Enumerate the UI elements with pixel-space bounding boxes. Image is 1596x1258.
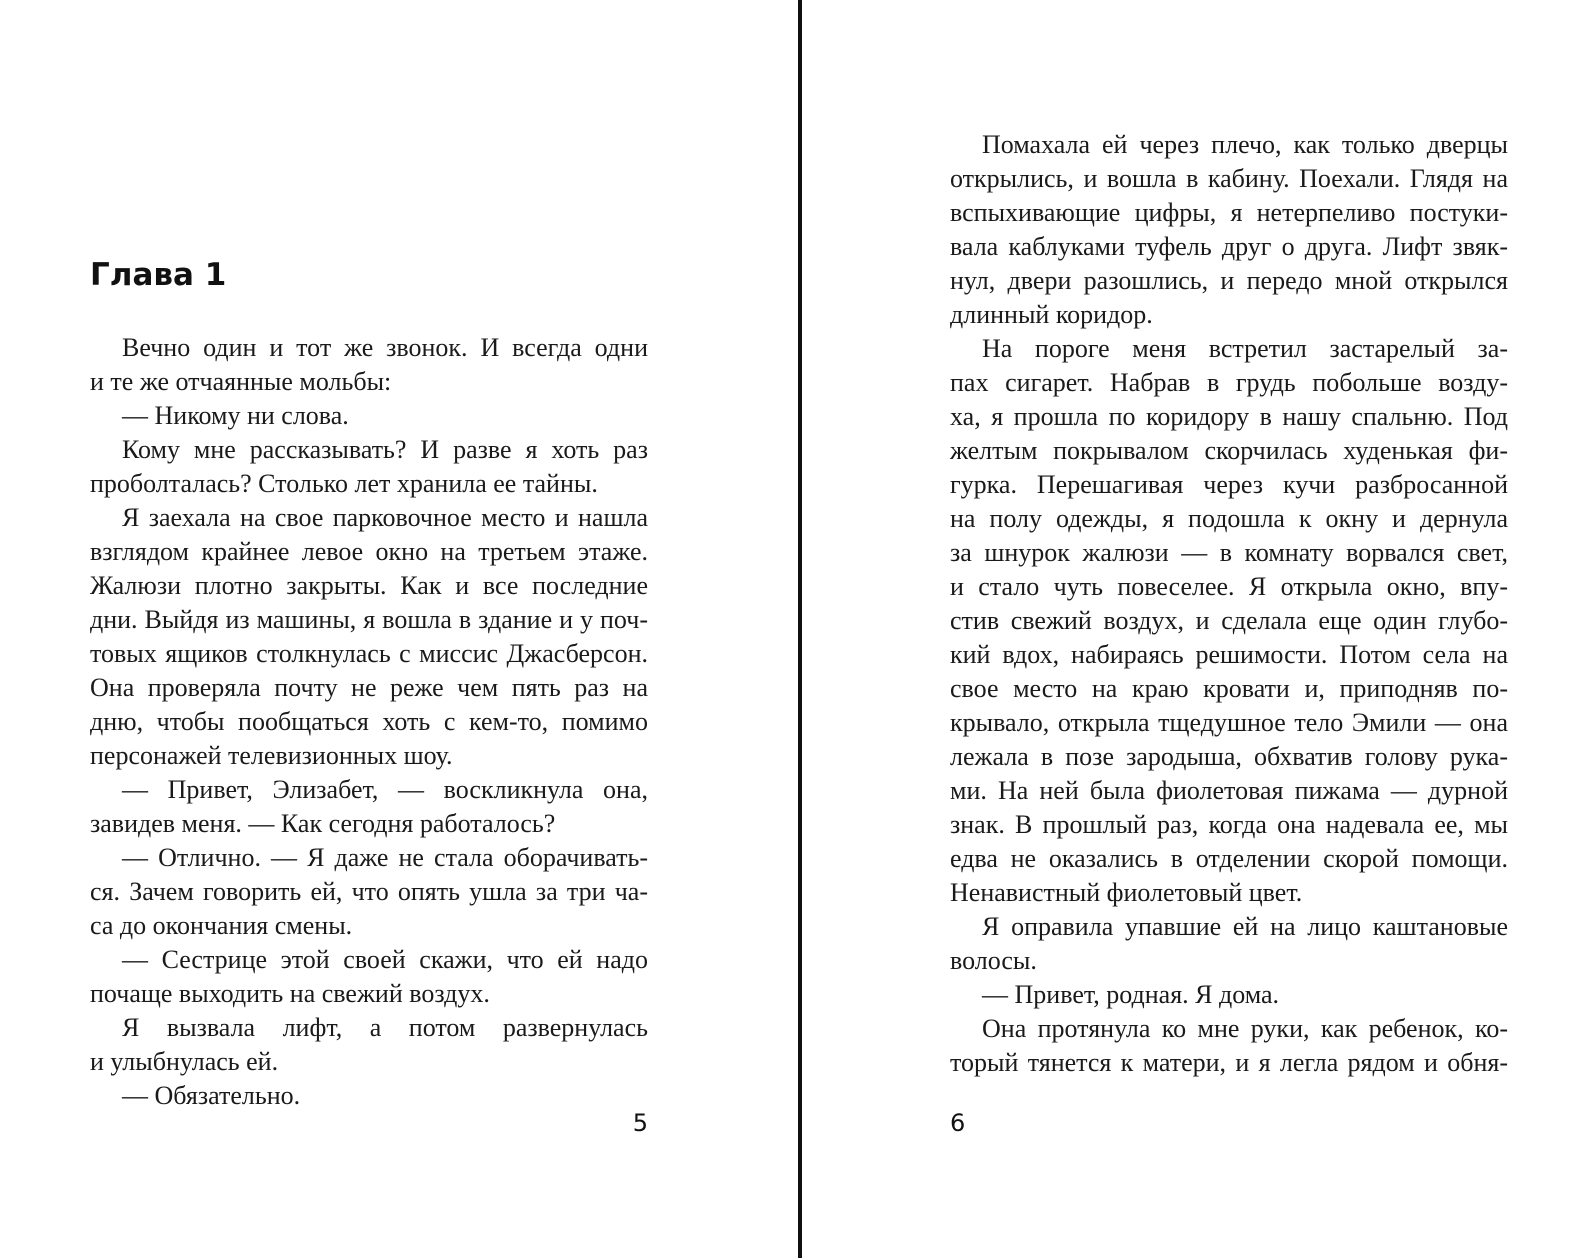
left-page (90, 0, 648, 1258)
text-line: длинный коридор. (950, 300, 1153, 329)
text-line: почаще выходить на свежий воздух. (90, 979, 490, 1008)
text-line: Она проверяла почту не реже чем пять раз на (90, 673, 648, 702)
text-line: и стало чуть повеселее. Я открыла окно, впу- (950, 572, 1508, 601)
text-line: вспыхивающие цифры, я нетерпеливо постуки- (950, 198, 1508, 227)
page-number-right: 6 (950, 1109, 966, 1137)
text-line: Я оправила упавшие ей на лицо каштановые (982, 912, 1508, 941)
text-line: и те же отчаянные мольбы: (90, 367, 392, 396)
text-line: волосы. (950, 946, 1037, 975)
text-line: — Привет, родная. Я дома. (982, 980, 1280, 1009)
text-line: дни. Выйдя из машины, я вошла в здание и у поч- (90, 605, 648, 634)
text-line: торый тянется к матери, и я легла рядом и обня- (950, 1048, 1508, 1077)
text-line: Ненавистный фиолетовый цвет. (950, 878, 1303, 907)
text-line: дню, чтобы пообщаться хоть с кем-то, помимо (90, 707, 648, 736)
text-line: желтым покрывалом скорчилась худенькая фи- (950, 436, 1508, 465)
text-line: завидев меня. — Как сегодня работалось? (90, 809, 556, 838)
text-line: свое место на краю кровати и, приподняв по- (950, 674, 1508, 703)
text-line: са до окончания смены. (90, 911, 353, 940)
text-line: ми. На ней была фиолетовая пижама — дурной (950, 776, 1508, 805)
text-line: стив свежий воздух, и сделала еще один глубо- (950, 606, 1508, 635)
text-line: — Отлично. — Я даже не стала оборачивать- (122, 843, 648, 872)
text-line: Она протянула ко мне руки, как ребенок, ко- (982, 1014, 1508, 1043)
page-number-left: 5 (632, 1109, 648, 1137)
text-line: открылись, и вошла в кабину. Поехали. Глядя на (950, 164, 1508, 193)
text-line: товых ящиков столкнулась с миссис Джасберсон. (90, 639, 648, 668)
text-line: лежала в позе зародыша, обхватив голову рука- (950, 742, 1508, 771)
text-line: — Обязательно. (122, 1081, 301, 1110)
text-line: взглядом крайнее левое окно на третьем этаже. (90, 537, 648, 566)
text-line: ся. Зачем говорить ей, что опять ушла за три ча- (90, 877, 648, 906)
text-line: за шнурок жалюзи — в комнату ворвался свет, (950, 538, 1508, 567)
text-line: — Сестрице этой своей скажи, что ей надо (122, 945, 648, 974)
text-line: персонажей телевизионных шоу. (90, 741, 453, 770)
text-line: и улыбнулась ей. (90, 1047, 279, 1076)
text-line: Я заехала на свое парковочное место и нашла (122, 503, 648, 532)
right-page-text (950, 128, 1508, 1080)
text-line: пах сигарет. Набрав в грудь побольше возду- (950, 368, 1508, 397)
text-line: ха, я прошла по коридору в нашу спальню. Под (950, 402, 1508, 431)
chapter-title: Глава 1 (90, 257, 227, 293)
text-line: Кому мне рассказывать? И разве я хоть раз (122, 435, 648, 464)
book-spine-divider (798, 0, 802, 1258)
text-line: проболталась? Столько лет хранила ее тайны. (90, 469, 598, 498)
text-line: нул, двери разошлись, и передо мной открылся (950, 266, 1508, 295)
text-line: Жалюзи плотно закрыты. Как и все последние (90, 571, 648, 600)
text-line: Вечно один и тот же звонок. И всегда одни (122, 333, 648, 362)
right-page (950, 0, 1508, 1258)
text-line: едва не оказались в отделении скорой помощи. (950, 844, 1508, 873)
text-line: гурка. Перешагивая через кучи разбросанной (950, 470, 1508, 499)
text-line: крывало, открыла тщедушное тело Эмили — она (950, 708, 1508, 737)
text-line: — Привет, Элизабет, — воскликнула она, (122, 775, 648, 804)
text-line: на полу одежды, я подошла к окну и дернула (950, 504, 1508, 533)
text-line: — Никому ни слова. (122, 401, 349, 430)
text-line: Я вызвала лифт, а потом развернулась (122, 1013, 648, 1042)
text-line: знак. В прошлый раз, когда она надевала ее, мы (950, 810, 1508, 839)
text-line: Помахала ей через плечо, как только дверцы (982, 130, 1508, 159)
text-line: кий вдох, набираясь решимости. Потом села на (950, 640, 1508, 669)
left-page-text (90, 331, 648, 1113)
text-line: На пороге меня встретил застарелый за- (982, 334, 1508, 363)
text-line: вала каблуками туфель друг о друга. Лифт звяк- (950, 232, 1508, 261)
